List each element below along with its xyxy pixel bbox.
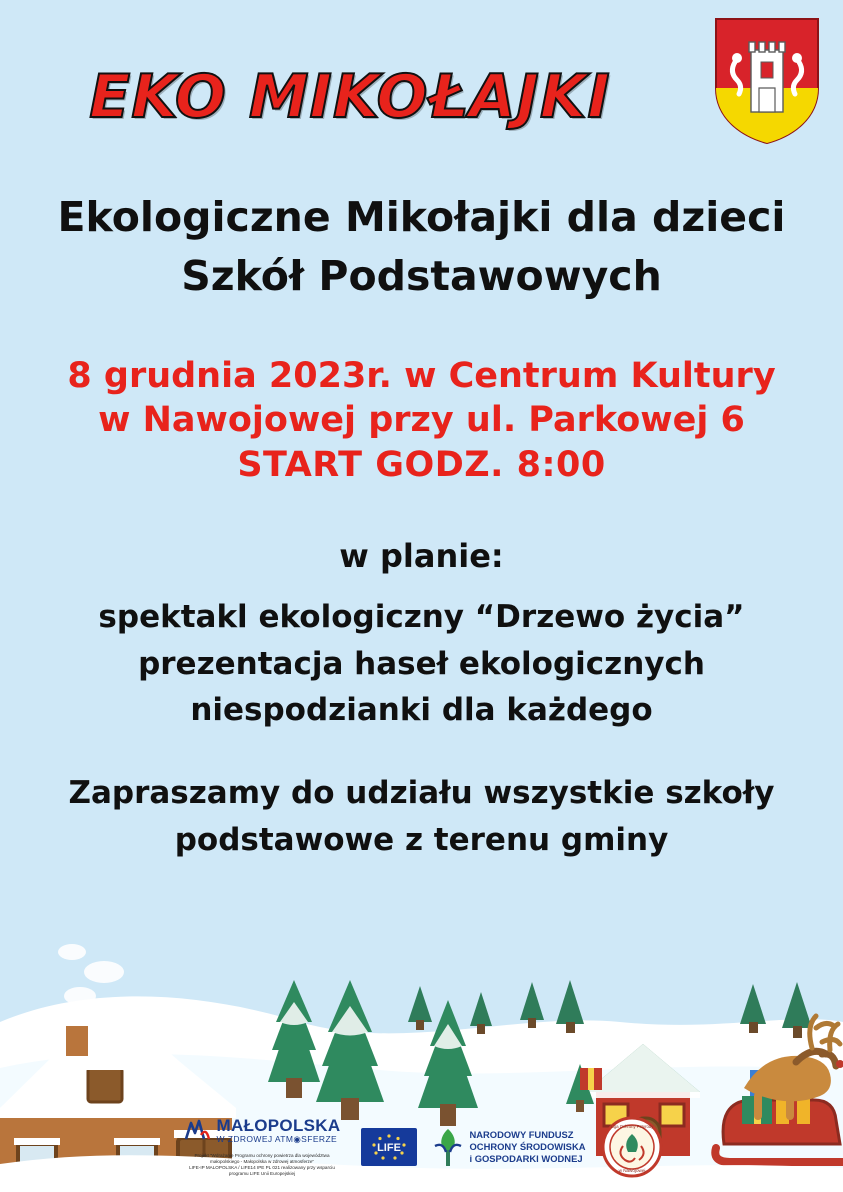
sponsor-logo-bar [0, 1110, 843, 1184]
nfosigw-line-3: i GOSPODARKI WODNEJ [469, 1152, 583, 1164]
malopolska-fine-print [180, 1153, 345, 1178]
invitation-text [0, 770, 843, 863]
eu-life-label: LIFE [376, 1142, 401, 1154]
herb-gminy-nawojowa-icon [713, 16, 821, 146]
plan-item: spektakl ekologiczny “Drzewo życia” [98, 599, 745, 635]
poster-subtitle [0, 188, 843, 307]
event-date-venue: 8 grudnia 2023r. w Centrum Kultury [67, 356, 776, 396]
malopolska-title: MAŁOPOLSKA [216, 1115, 341, 1135]
poster-title: EKO MIKOŁAJKI [89, 62, 611, 132]
logo-malopolska [180, 1117, 345, 1178]
eu-stars-icon [361, 1128, 417, 1166]
nfosigw-line-1: NARODOWY FUNDUSZ [469, 1129, 574, 1141]
fine-print-line-2: LIFE-IP MALOPOLSKA / LIFE14 IPE PL 021 realizowany przy wsparciu programu LIFE Unii Europejskiej [189, 1164, 335, 1177]
plan-item: niespodzianki dla każdego [190, 692, 653, 728]
nfosigw-tree-icon [433, 1126, 463, 1168]
event-address: w Nawojowej przy ul. Parkowej 6 [98, 400, 745, 441]
invitation-line-1: Zapraszamy do udziału wszystkie szkoły [68, 775, 775, 811]
invitation-line-2: podstawowe z terenu gminy [174, 821, 669, 858]
event-details [0, 354, 843, 487]
logo-liga-ochrony-przyrody [601, 1116, 663, 1178]
malopolska-subtitle: W ZDROWEJ ATM◉SFERZE [216, 1133, 338, 1144]
subtitle-line-1: Ekologiczne Mikołajki dla dzieci [57, 193, 786, 241]
malopolska-mark-icon [184, 1117, 210, 1143]
nfosigw-text [470, 1129, 586, 1164]
lop-bottom-text: w Nawojowej [619, 1168, 646, 1173]
lop-top-text: Liga Ochrony Przyrody [611, 1124, 654, 1129]
subtitle-line-2: Szkół Podstawowych [181, 252, 662, 301]
lop-seal-icon [601, 1116, 663, 1178]
plan-item: prezentacja haseł ekologicznych [138, 645, 705, 682]
plan-list [0, 594, 843, 734]
logo-eu-life [361, 1128, 417, 1166]
fine-print-line-1: Projekt “Wdrażanie Programu ochrony powietrza dla województwa małopolskiego - Małopolska w zdrowej atmosferze” [194, 1152, 330, 1164]
event-start-time: START GODZ. 8:00 [237, 444, 606, 485]
logo-nfosigw [433, 1126, 586, 1168]
plan-heading: w planie: [339, 537, 504, 575]
nfosigw-line-2: OCHRONY ŚRODOWISKA [469, 1141, 586, 1153]
